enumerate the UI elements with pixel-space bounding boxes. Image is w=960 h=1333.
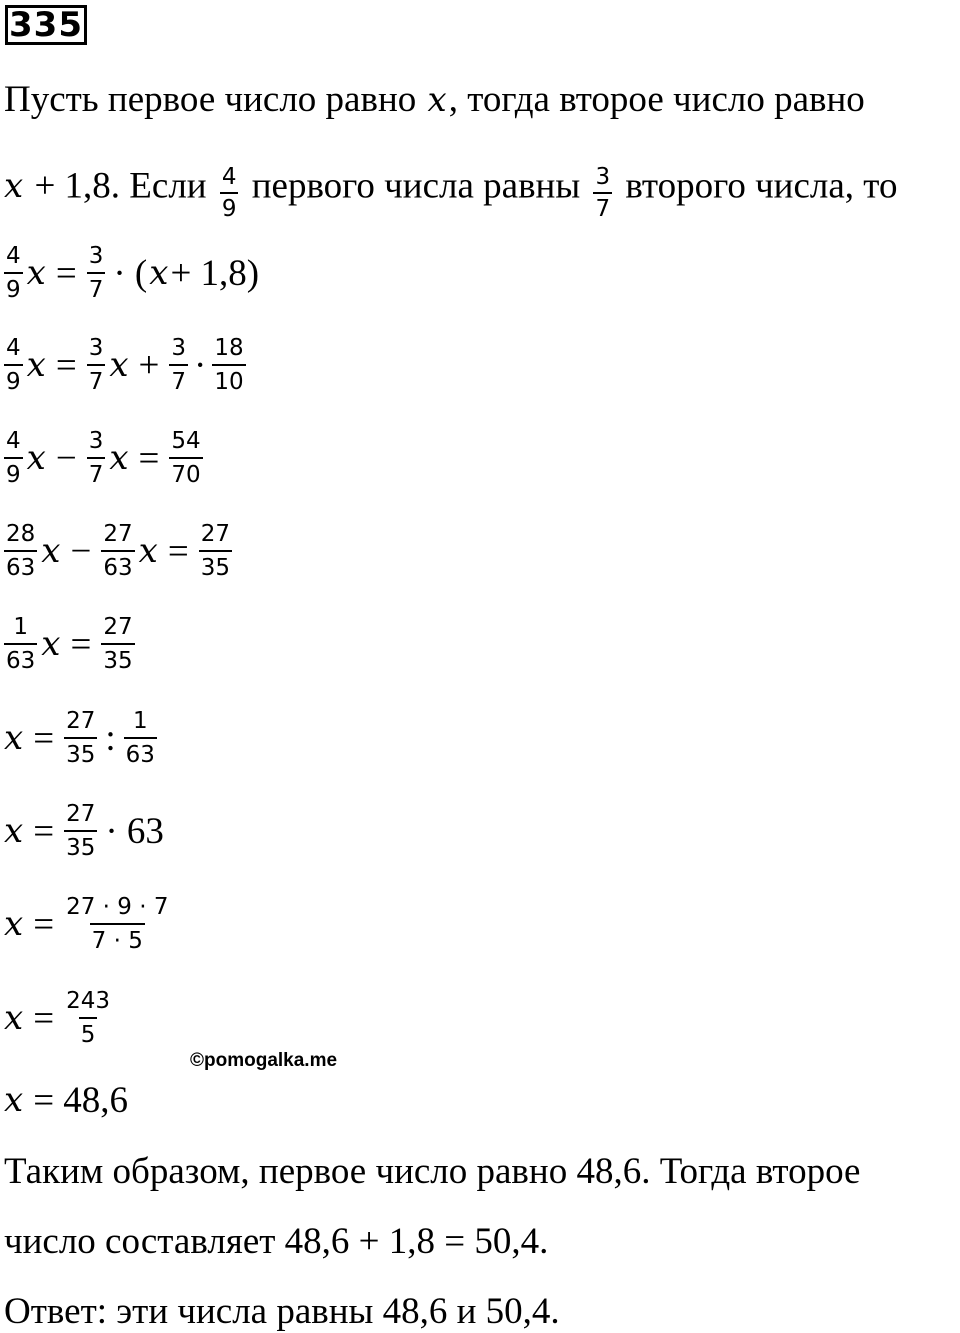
- var-x: x: [4, 998, 24, 1038]
- fraction: [64, 894, 170, 954]
- numerator: 27: [66, 708, 96, 734]
- var-x: x: [4, 718, 24, 758]
- numerator: 4: [221, 164, 237, 190]
- denominator: 9: [220, 192, 239, 222]
- denominator: 7: [169, 364, 188, 395]
- fraction: [199, 521, 232, 581]
- denominator: 63: [4, 643, 37, 674]
- intro-text-1a: Пусть первое число равно: [4, 79, 426, 120]
- fraction: [169, 428, 202, 488]
- numerator: 18: [214, 335, 244, 361]
- var-x: x: [149, 253, 169, 293]
- equation-step-2: [2, 325, 248, 405]
- equation-step-10: [2, 1060, 128, 1140]
- numerator: 4: [6, 335, 21, 361]
- equals-sign: =: [138, 437, 160, 479]
- fraction: [101, 614, 134, 674]
- numerator: 3: [595, 164, 611, 190]
- numerator: 4: [6, 428, 21, 454]
- equals-sign: =: [70, 623, 92, 665]
- var-x: x: [109, 438, 129, 478]
- numerator: 54: [171, 428, 201, 454]
- denominator: 35: [64, 737, 97, 768]
- numerator: 27 · 9 · 7: [66, 894, 169, 920]
- equation-step-8: [2, 884, 172, 964]
- fraction: [4, 521, 37, 581]
- fraction: [169, 335, 188, 395]
- numerator: 27: [66, 801, 96, 827]
- equals-sign: =: [55, 252, 77, 294]
- var-x: x: [138, 531, 158, 571]
- denominator: 7: [87, 272, 106, 303]
- denominator: 35: [199, 550, 232, 581]
- denominator: 63: [124, 737, 157, 768]
- denominator: 7 · 5: [90, 923, 145, 954]
- equation-step-9: [2, 978, 114, 1058]
- equals-sign: =: [55, 344, 77, 386]
- var-x: x: [4, 811, 24, 851]
- var-x: x: [4, 166, 24, 207]
- inline-fraction: [220, 164, 239, 222]
- plus-sign: +: [138, 344, 160, 386]
- fraction: [4, 243, 23, 303]
- fraction: [87, 335, 106, 395]
- equation-step-1: [2, 233, 259, 313]
- var-x: x: [4, 1080, 24, 1120]
- var-x: x: [4, 904, 24, 944]
- equation-step-4: [2, 511, 234, 591]
- intro-text-2a: + 1,8. Если: [25, 165, 216, 207]
- equals-sign: =: [33, 997, 55, 1039]
- denominator: 9: [4, 272, 23, 303]
- fraction: [4, 614, 37, 674]
- equals-sign: =: [167, 530, 189, 572]
- numerator: 243: [66, 988, 110, 1014]
- equals-sign: =: [33, 717, 55, 759]
- conclusion-line-2: число составляет 48,6 + 1,8 = 50,4.: [4, 1221, 549, 1262]
- intro-text-2b: первого числа равны: [242, 165, 590, 207]
- equation-step-5: [2, 604, 137, 684]
- intro-text-1b: , тогда второе число равно: [448, 79, 865, 120]
- fraction: [64, 708, 97, 768]
- fraction: [4, 335, 23, 395]
- equation-step-6: [2, 698, 159, 778]
- numerator: 1: [132, 708, 148, 734]
- equals-sign: =: [33, 810, 55, 852]
- denominator: 7: [87, 457, 106, 488]
- var-x: x: [26, 253, 46, 293]
- fraction: [64, 801, 97, 861]
- inline-fraction: [593, 164, 612, 222]
- denominator: 35: [64, 830, 97, 861]
- intro-text-2c: второго числа, то: [616, 165, 898, 207]
- numerator: 4: [6, 243, 21, 269]
- expression-part: + 1,8): [170, 252, 260, 294]
- numerator: 28: [6, 521, 36, 547]
- multiply-dot: ·: [194, 344, 207, 386]
- final-value: = 48,6: [33, 1079, 129, 1121]
- denominator: 10: [212, 364, 245, 395]
- numerator: 3: [171, 335, 187, 361]
- fraction: [4, 428, 23, 488]
- var-x: x: [41, 531, 61, 571]
- numerator: 3: [88, 243, 104, 269]
- equation-step-3: [2, 418, 205, 498]
- fraction: [87, 243, 106, 303]
- expression-part: · (: [113, 252, 148, 294]
- divide-colon: :: [105, 717, 116, 759]
- expression-part: · 63: [105, 810, 164, 852]
- denominator: 35: [101, 643, 134, 674]
- denominator: 63: [4, 550, 37, 581]
- intro-line-2: [2, 160, 898, 222]
- fraction: [124, 708, 157, 768]
- numerator: 3: [88, 335, 104, 361]
- numerator: 27: [103, 521, 133, 547]
- watermark: ©pomogalka.me: [190, 1050, 338, 1071]
- denominator: 9: [4, 364, 23, 395]
- numerator: 1: [13, 614, 28, 640]
- var-x: x: [109, 345, 129, 385]
- numerator: 27: [200, 521, 230, 547]
- equals-sign: =: [33, 903, 55, 945]
- intro-line-1: [4, 80, 865, 120]
- numerator: 27: [103, 614, 133, 640]
- denominator: 7: [593, 192, 612, 222]
- answer-line: Ответ: эти числа равны 48,6 и 50,4.: [4, 1291, 560, 1332]
- var-x: x: [41, 624, 61, 664]
- problem-number-badge: [5, 5, 87, 45]
- var-x: x: [26, 438, 46, 478]
- minus-sign: −: [55, 437, 77, 479]
- denominator: 9: [4, 457, 23, 488]
- var-x: x: [26, 345, 46, 385]
- denominator: 7: [87, 364, 106, 395]
- fraction: [64, 988, 112, 1048]
- denominator: 5: [79, 1017, 98, 1048]
- fraction: [101, 521, 134, 581]
- conclusion-line-1: Таким образом, первое число равно 48,6. Тогда второе: [4, 1151, 861, 1192]
- denominator: 70: [169, 457, 202, 488]
- denominator: 63: [101, 550, 134, 581]
- problem-number: 335: [9, 5, 83, 45]
- minus-sign: −: [70, 530, 92, 572]
- numerator: 3: [88, 428, 104, 454]
- var-x: x: [427, 80, 447, 120]
- fraction: [212, 335, 245, 395]
- equation-step-7: [2, 791, 164, 871]
- fraction: [87, 428, 106, 488]
